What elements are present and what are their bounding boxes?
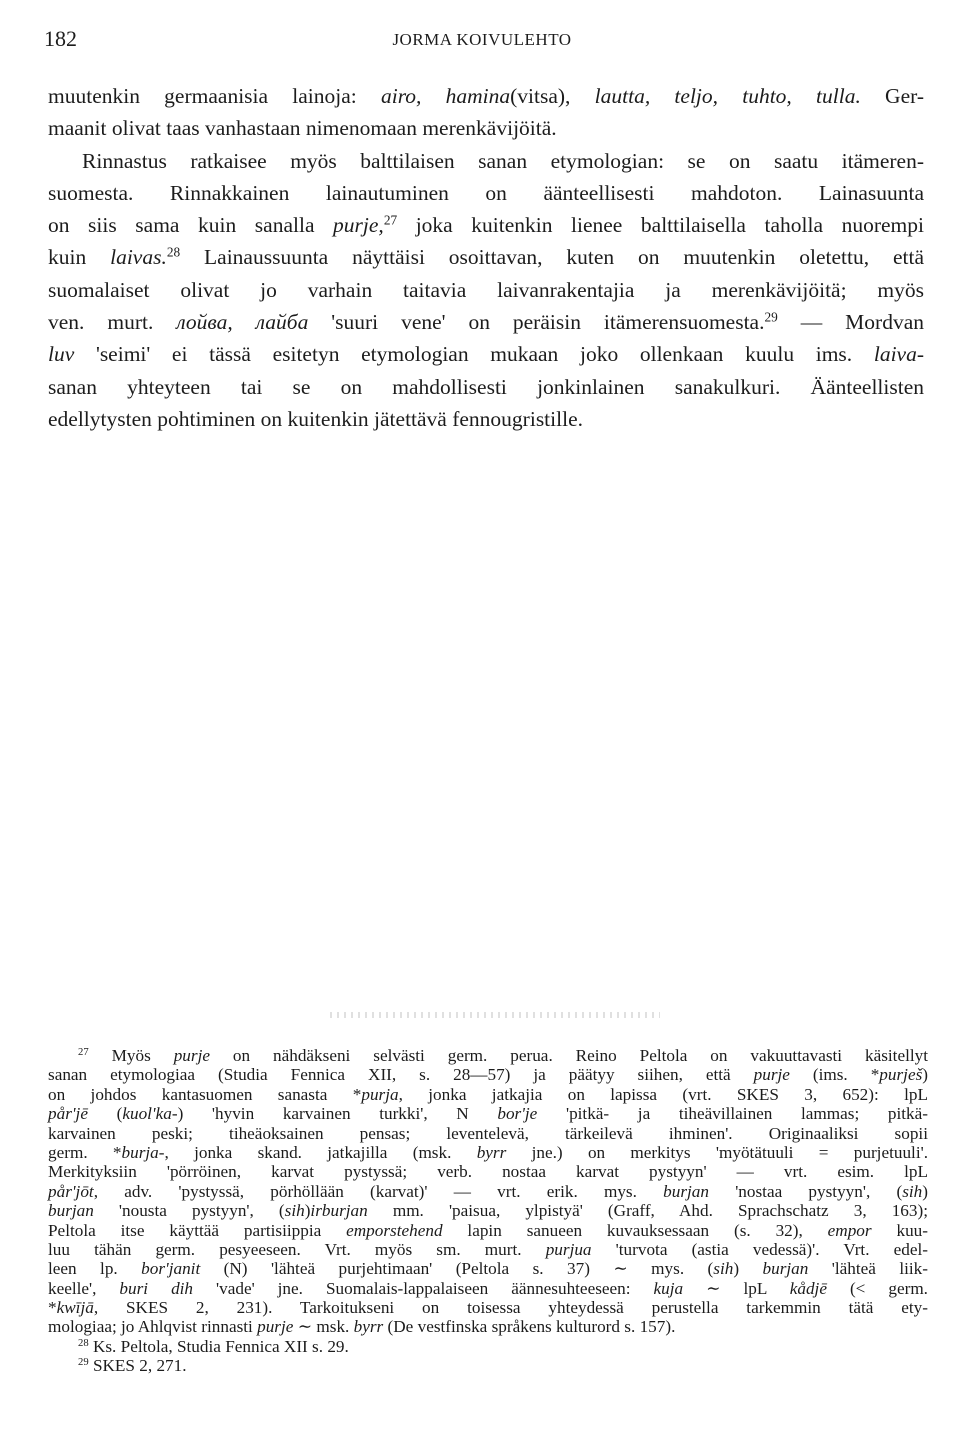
footnote-line: germ. *burja-, jonka skand. jatkajilla (msk. byrr jne.) on merkitys 'myötätuuli = purjetuuli'.: [48, 1142, 928, 1162]
body-line: suomesta. Rinnakkainen lainautuminen on äänteellisesti mahdoton. Lainasuunta: [48, 180, 924, 205]
footnote-ref-28[interactable]: 28: [166, 245, 181, 261]
footnote-line: $^{27}$ Myös purje on nähdäkseni selvästi germ. perua. Reino Peltola on vakuuttavasti käsitellyt: [78, 1046, 928, 1065]
footnote-line: leen lp. bor'janit (N) 'lähteä purjehtimaan' (Peltola s. 37) ∼ mys. (sih) burjan 'lähteä liik-: [48, 1259, 928, 1279]
footnote-line: burjan 'nousta pystyyn', (sih)irburjan mm. 'paisua, ylpistyä' (Graff, Ahd. Sprachschatz 3, 163);: [48, 1201, 928, 1221]
body-line: suomalaiset olivat jo varhain taitavia laivanrakentajia ja merenkävijöitä; myös: [48, 277, 924, 302]
footnote-line: karvainen peski; tiheäoksainen pensas; leventelevä, tärkeilevä ihminen'. Originaaliksi sopii: [48, 1123, 928, 1143]
body-line: ven. murt. лойва, лайба 'suuri vene' on peräisin itämerensuomesta.$^{29}$ — Mordvan: [48, 309, 924, 335]
body-line: on siis sama kuin sanalla purje,$^{27}$ joka kuitenkin lienee balttilaisella taholla nuorempi: [48, 212, 924, 238]
footnote-28: $^{28}$ Ks. Peltola, Studia Fennica XII s. 29.: [78, 1336, 349, 1356]
footnotes: [48, 1046, 928, 1376]
footnote-line: mologiaa; jo Ahlqvist rinnasti purje ∼ msk. byrr (De vestfinska språkens kulturord s. 157).: [48, 1317, 676, 1337]
body-line: muutenkin germaanisia lainoja: airo, hamina(vitsa), lautta, teljo, tuhto, tulla. Ger-: [48, 84, 925, 108]
body-line: Rinnastus ratkaisee myös balttilaisen sanan etymologian: se on saatu itämeren-: [82, 148, 924, 173]
footnote-line: sanan etymologiaa (Studia Fennica XII, s. 28—57) ja päätyy siihen, että purje (ims. *purješ): [48, 1065, 928, 1085]
footnote-line: Merkityksiin 'pörröinen, karvat pystyssä; verb. nostaa karvat pystyyn' — vrt. esim. lpL: [48, 1162, 928, 1182]
body-line: edellytysten pohtiminen on kuitenkin jätettävä fennougristille.: [48, 406, 583, 431]
footnote-27: [48, 1046, 928, 1337]
footnote-line: Peltola itse käyttää partisiippia emporstehend lapin sanueen kuvauksessaan (s. 32), empor kuu-: [48, 1220, 928, 1240]
footnote-line: pår'jē (kuol'ka-) 'hyvin karvainen turkki', N bor'je 'pitkä- ja tiheävillainen lammas; pitkä-: [48, 1104, 928, 1124]
footnote-line: on johdos kantasuomen sanasta *purja, jonka jatkajia on lapissa (vrt. SKES 3, 652): lpL: [48, 1084, 928, 1104]
footnote-ref-27[interactable]: 27: [383, 212, 398, 228]
body-line: kuin laivas.$^{28}$ Lainaussuunta näyttäisi osoittavan, kuten on muutenkin oletettu, että: [48, 245, 924, 270]
footnote-ref-29[interactable]: 29: [764, 309, 778, 325]
footnote-line: keelle', buri dih 'vade' jne. Suomalais-lappalaiseen äännesuhteeseen: kuja ∼ lpL kådjē (< germ.: [48, 1278, 928, 1298]
footnote-29: $^{29}$ SKES 2, 271.: [78, 1356, 187, 1376]
footnote-number: 28: [78, 1338, 89, 1349]
page-number: 182: [44, 26, 77, 51]
page-header: [44, 26, 920, 60]
footnote-number: 27: [78, 1047, 89, 1059]
footnote-line: pår'jōt, adv. 'pystyssä, pörhöllään (karvat)' — vrt. erik. mys. burjan 'nostaa pystyyn', (sih): [48, 1181, 928, 1201]
body-line: luv 'seimi' ei tässä esitetyn etymologian mukaan joko ollenkaan kuulu ims. laiva-: [48, 342, 924, 367]
body-text: [48, 80, 924, 435]
footnote-line: *kwījā, SKES 2, 231). Tarkoitukseni on toisessa yhteydessä perustella tarkemmin tätä ety-: [48, 1298, 928, 1318]
body-line: maanit olivat taas vanhastaan nimenomaan merenkävijöitä.: [48, 116, 557, 141]
scan-smudge: [330, 1012, 660, 1018]
footnote-line: luu tähän germ. pesyeeseen. Vrt. myös sm. murt. purjua 'turvota (astia vedessä)'. Vrt. edel-: [48, 1239, 928, 1259]
running-head: JORMA KOIVULEHTO: [392, 30, 572, 49]
body-line: sanan yhteyteen tai se on mahdollisesti jonkinlainen sanakulkuri. Äänteellisten: [48, 374, 924, 399]
footnote-number: 29: [78, 1357, 89, 1369]
